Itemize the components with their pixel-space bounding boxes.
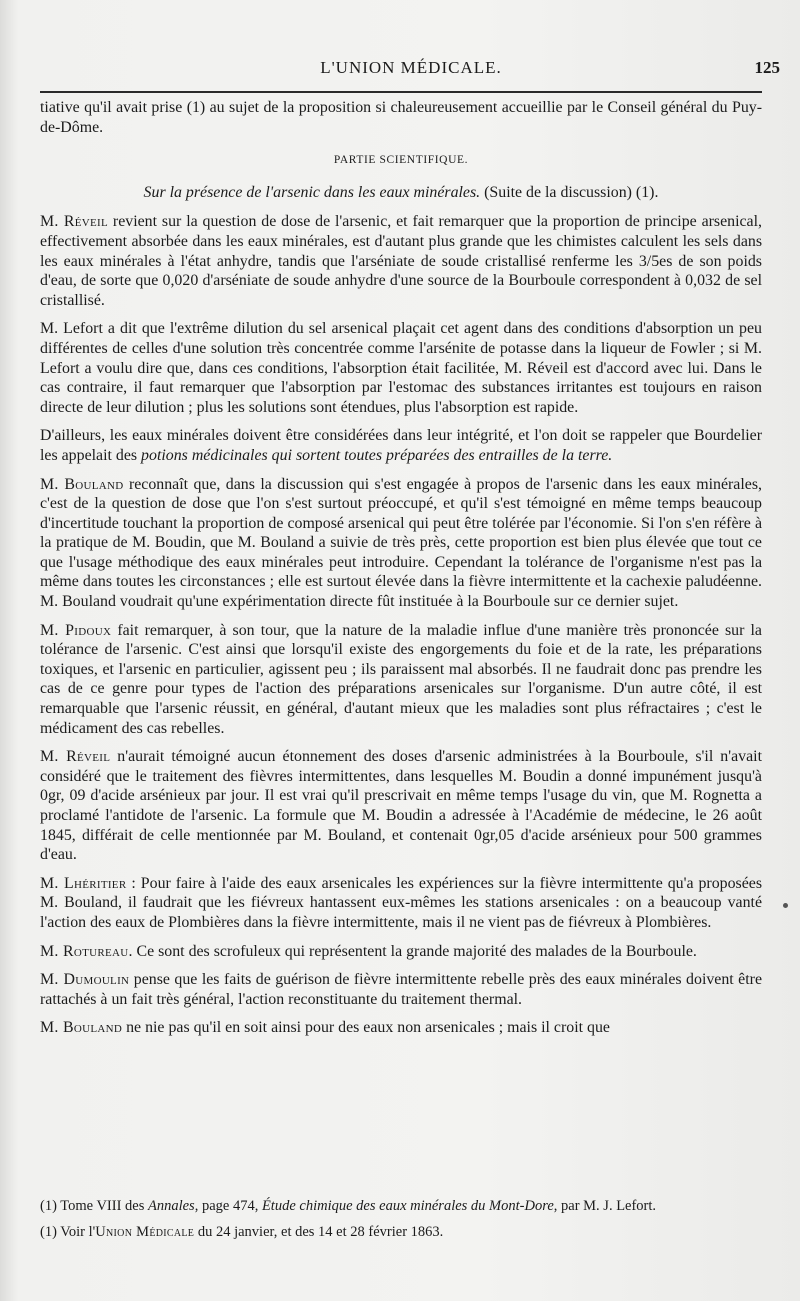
page-header [40,58,782,84]
paragraph-quote: potions médicinales qui sortent toutes préparées des entrailles de la terre. [141,446,613,464]
header-rule [40,91,762,93]
paragraph-text: . Ce sont des scrofuleux qui représentent la grande majorité des malades de la Bourboule. [128,942,697,960]
paragraph-text: pense que les faits de guérison de fièvre intermittente rebelle près des eaux minérales doivent être rattachés à un fait très général, l'action reconstituante du traitement thermal. [40,971,762,1008]
section-title: PARTIE SCIENTIFIQUE. [333,154,469,167]
paragraph [40,426,762,465]
subtitle-italic: Sur la présence de l'arsenic dans les eaux minérales. [143,183,481,201]
footnote-italic: Étude chimique des eaux minérales du Mont-Dore [261,1198,554,1214]
paragraph [40,1018,762,1038]
paragraph-text: revient sur la question de dose de l'arsenic, et fait remarquer que la proportion de principe arsenical, effectivement absorbée dans les eaux minérales, est d'autant plus grande que les chimistes calculent les sels dans les eaux minérales à l'état anhydre, tandis que l'arséniate de soude cristallisé renferme les 3/5es de son poids d'eau, de sorte que 0,020 d'arséniate de soude anhydre d'une source de la Bourboule correspondent à 0,032 de sel cristallisé. [40,213,763,309]
paragraph: tiative qu'il avait prise (1) au sujet de la proposition si chaleureusement accueillie par le Conseil général du Puy-de-Dôme. [40,99,762,136]
footnote-journal: Union Médicale [95,1223,195,1240]
paragraph-text: reconnaît que, dans la discussion qui s'est engagée à propos de l'arsenic dans les eaux minérales, c'est de la question de dose que l'on s'est surtout préoccupé, et qu'il s'est témoigné en même temps beaucoup d'incertitude touchant la proportion de composé arsenical qui peut être tolérée par l'économie. Si l'on s'en réfère à la pratique de M. Boudin, que M. Bouland a suivie de très près, cette proportion est bien plus élevée que tout ce que l'usage méthodique des eaux minérales peut introduire. Cependant la tolérance de l'organisme n'est pas la même dans toutes les circonstances ; elle est surtout élevée dans la fièvre intermittente et la cachexie paludéenne. M. Bouland voudrait qu'une expérimentation directe fût instituée à la Bourboule sur ce dernier sujet. [40,475,762,611]
footnote-text: , par M. J. Lefort. [553,1198,657,1214]
paragraph-text: D'ailleurs, les eaux minérales doivent être considérées dans leur intégrité, et l'on doit se rappeler que Bourdelier les appelait des [40,427,762,464]
speaker-name: M. Rotureau [40,942,129,960]
speaker-name: M. Dumoulin [40,971,130,989]
subtitle-rest: (Suite de la discussion) (1). [480,183,659,201]
speaker-name: M. Lhéritier [40,874,127,892]
paragraph-text: n'aurait témoigné aucun étonnement des doses d'arsenic administrées à la Bourboule, s'il n'avait considéré que le traitement des fièvres intermittentes, dans lesquelles M. Boudin a donné impunément jusqu'à 0gr, 09 d'acide arsénieux par jour. Il est vrai qu'il prescrivait en même temps l'usage du vin, que M. Rognetta a proclamé l'antidote de l'arsenic. La formule que M. Boudin a adressée à l'Académie de médecine, le 26 août 1845, différait de celle mentionnée par M. Bouland, et contenait 0gr,05 d'acide arsénieux pour 500 grammes d'eau. [40,748,762,864]
section-subtitle [40,183,762,203]
speaker-name: M. Réveil [40,213,109,231]
paragraph [40,970,762,1009]
speaker-name: M. Bouland [40,475,124,493]
speaker-name: M. Bouland [40,1019,123,1037]
footnote-text: , page 474, [194,1198,262,1214]
paragraph [40,942,762,962]
ink-speck [783,903,788,908]
paragraph [40,747,762,865]
footnote [40,1224,762,1242]
paragraph [40,874,762,933]
speaker-name: M. Pidoux [40,621,112,639]
paragraph-text: ne nie pas qu'il en soit ainsi pour des eaux non arsenicales ; mais il croit que [122,1019,610,1037]
footnotes [40,1198,762,1249]
paragraph-text: : Pour faire à l'aide des eaux arsenicales les expériences sur la fièvre intermittente qu'a proposées M. Bouland, il faudrait que les fiévreux hantassent eux-mêmes les stations arsenicales : on a beaucoup vanté l'action des eaux de Plombières dans la fièvre intermittente, mais il ne vient pas de fiévreux à Plombières. [40,874,763,931]
paragraph [40,212,762,310]
footnote-text: (1) Voir l' [40,1223,96,1240]
paragraph [40,475,762,612]
page-number: 125 [754,58,780,77]
speaker-name: M. Réveil [40,748,111,766]
running-title: L'UNION MÉDICALE. [320,58,502,77]
paragraph [40,621,762,739]
footnote-italic: Annales [147,1198,195,1214]
footnote [40,1198,762,1216]
paragraph: M. Lefort a dit que l'extrême dilution du sel arsenical plaçait cet agent dans des conditions d'absorption un peu différentes de celles d'une solution très concentrée comme l'arsénite de potasse dans la liqueur de Fowler ; si M. Lefort a voulu dire que, dans ces conditions, l'absorption était facilitée, M. Réveil est d'accord avec lui. Dans le cas contraire, il faut remarquer que l'absorption par l'estomac des substances irritantes est toujours en raison directe de leur dilution ; plus les solutions sont étendues, plus l'absorption est rapide. [40,320,762,416]
article-body [40,98,762,1047]
footnote-text: (1) Tome VIII des [40,1198,148,1214]
paragraph-text: fait remarquer, à son tour, que la nature de la maladie influe d'une manière très prononcée sur la tolérance de l'arsenic. C'est ainsi que lorsqu'il existe des engorgements du foie et de la rate, les préparations toxiques, et l'arsenic en particulier, agissent peu ; ils paraissent mal absorbés. Il ne faudrait donc pas prendre les cas de ce genre pour types de l'action des préparations arsenicales sur l'organisme. D'un autre côté, il est remarquable que l'arsenic réussit, en général, d'autant mieux que les maladies sont plus réfractaires ; c'est le médicament des cas rebelles. [40,621,762,737]
footnote-text: du 24 janvier, et des 14 et 28 février 1863. [194,1223,444,1240]
